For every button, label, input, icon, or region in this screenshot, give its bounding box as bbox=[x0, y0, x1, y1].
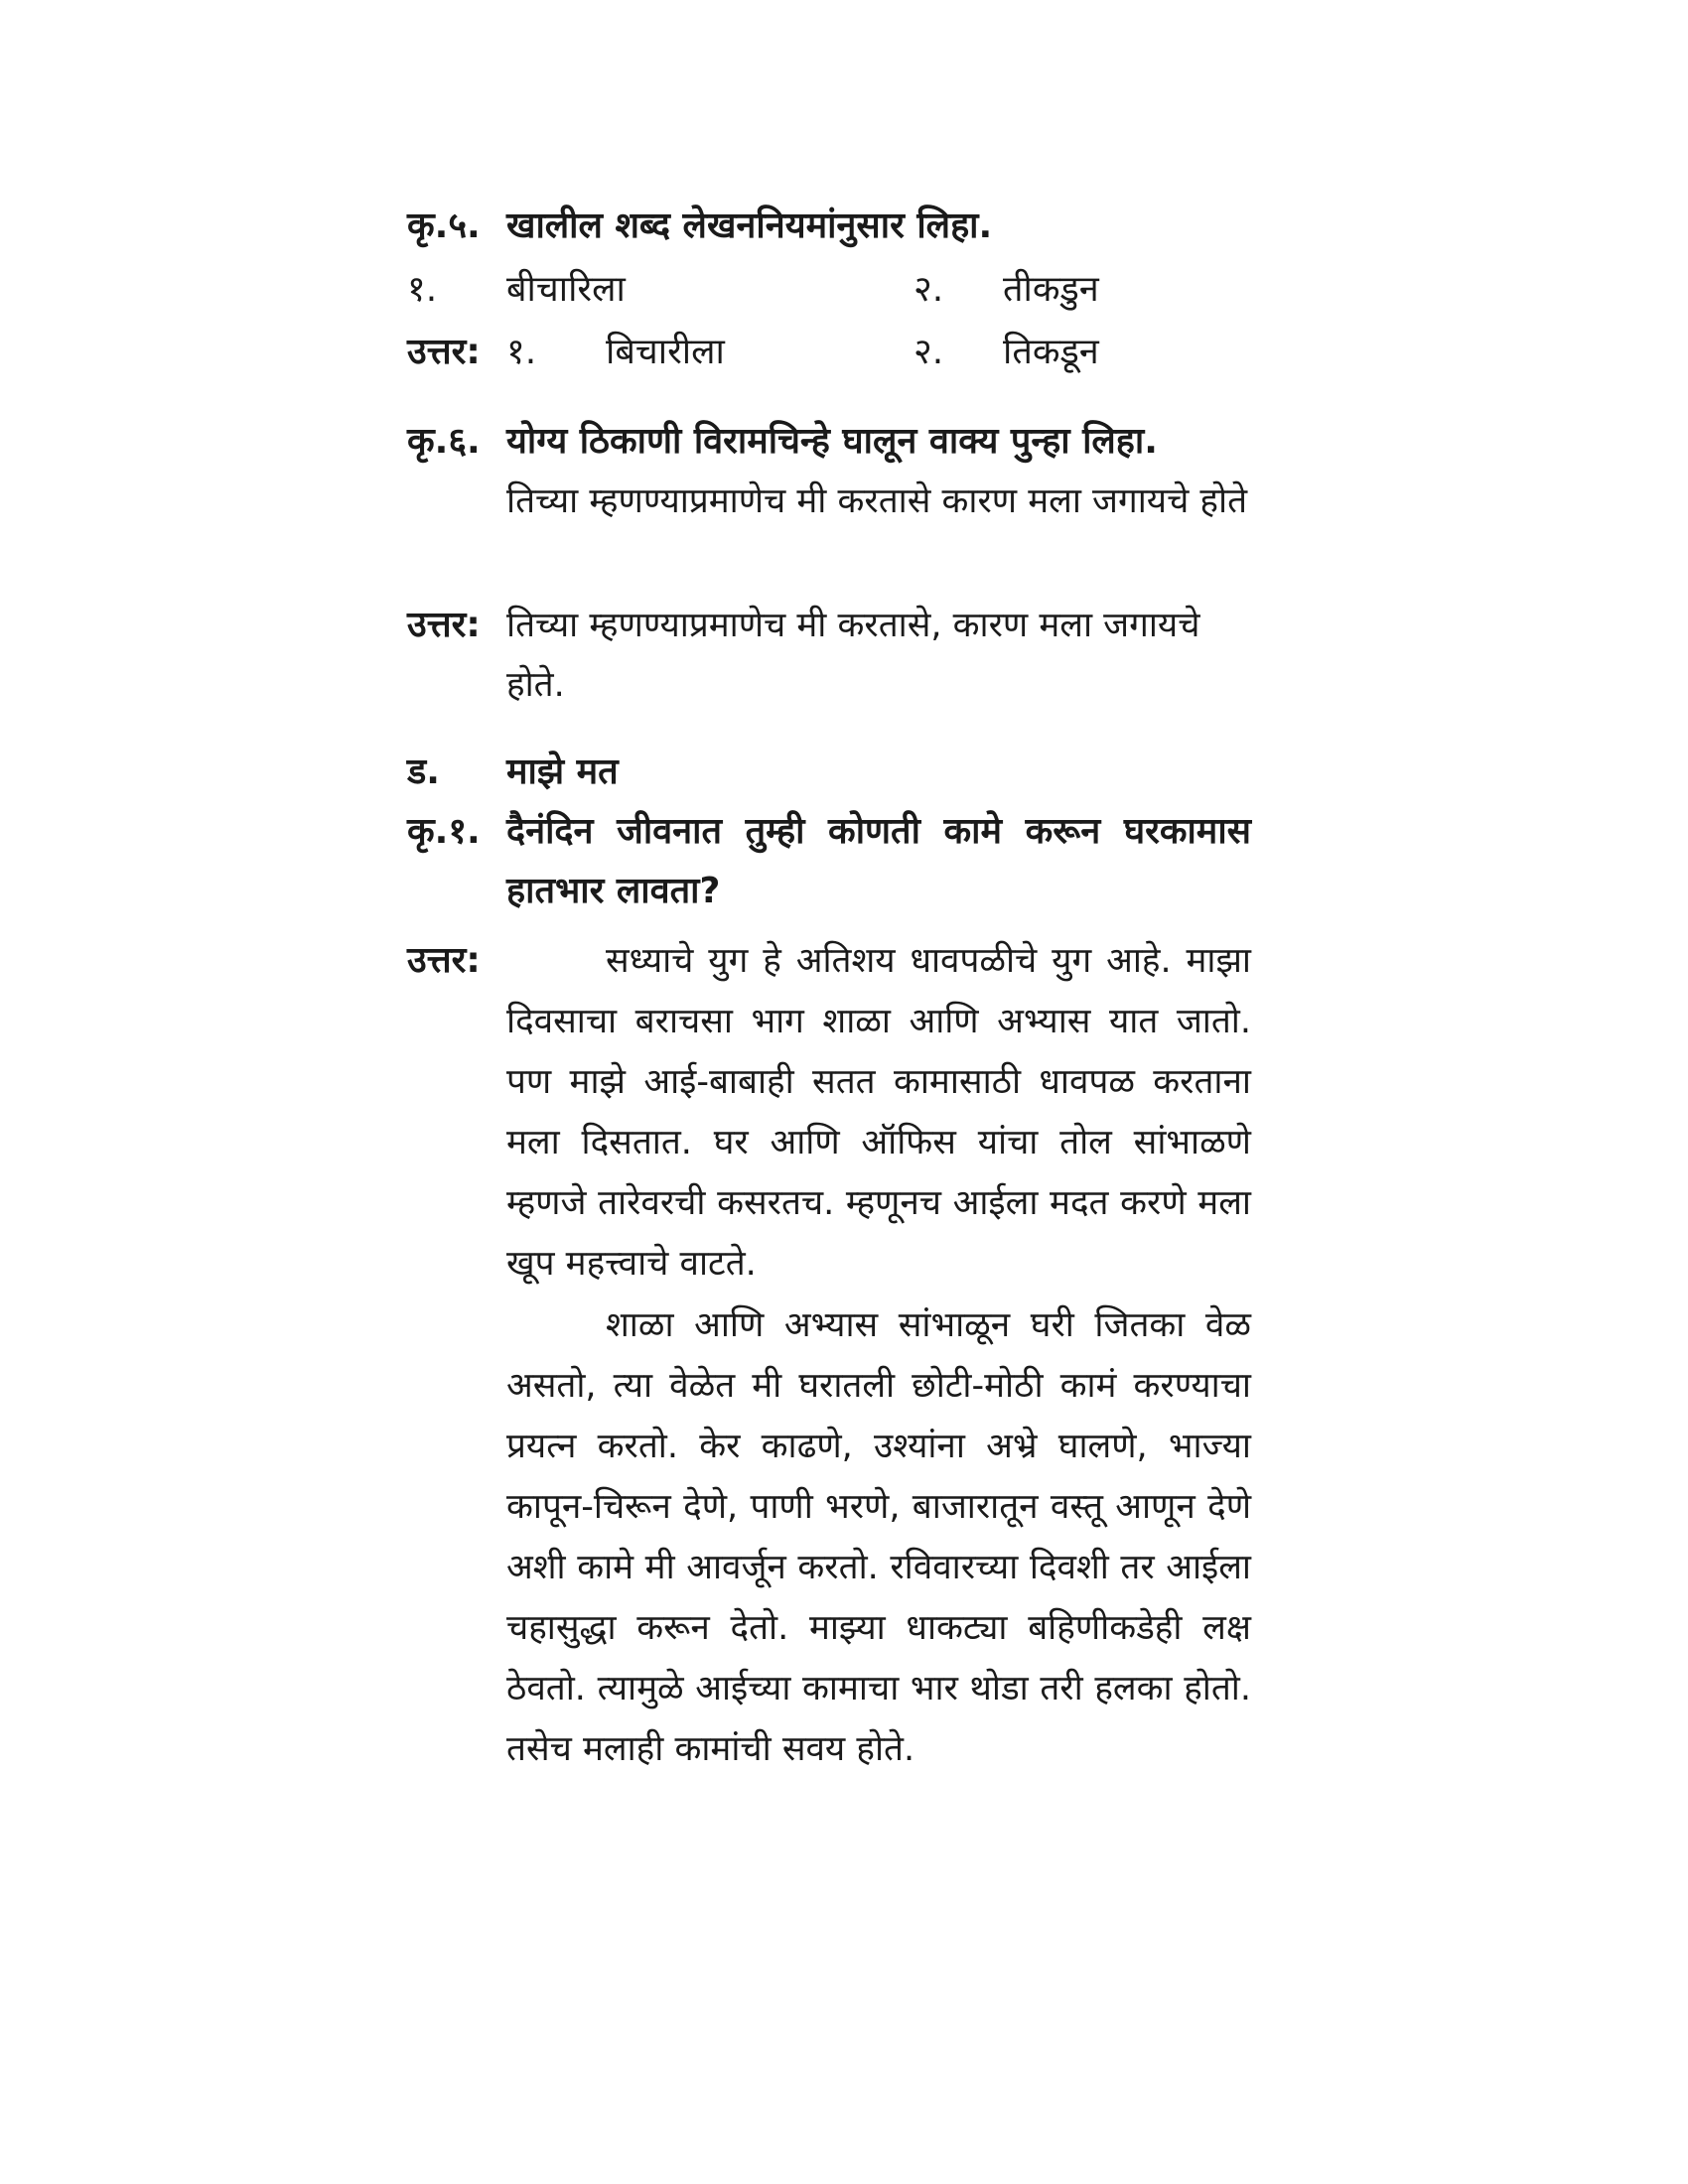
q5-answer-2-word: तिकडून bbox=[1003, 332, 1099, 372]
q1-answer-paragraph-1: सध्याचे युग हे अतिशय धावपळीचे युग आहे. माझा दिवसाचा बराचसा भाग शाळा आणि अभ्यास यात जातो. पण माझे आई-बाबाही सतत कामासाठी धावपळ करताना मला दिसतात. घर आणि ऑफिस यांचा तोल सांभाळणे म्हणजे तारेवरची कसरतच. म्हणूनच आईला मदत करणे मला खूप महत्त्वाचे वाटते. bbox=[506, 941, 1251, 1284]
q5-item-2-num: २. bbox=[914, 269, 944, 310]
q5-answer-1-num: १. bbox=[506, 332, 537, 372]
section-d-title: माझे मत bbox=[506, 751, 619, 792]
q5-answer-1-word: बिचारीला bbox=[606, 332, 725, 372]
q1-answer-paragraph-2: शाळा आणि अभ्यास सांभाळून घरी जितका वेळ असतो, त्या वेळेत मी घरातली छोटी-मोठी कामं करण्याचा प्रयत्न करतो. केर काढणे, उश्यांना अभ्रे घालणे, भाज्या कापून-चिरून देणे, पाणी भरणे, बाजारातून वस्तू आणून देणे अशी कामे मी आवर्जून करतो. रविवारच्या दिवशी तर आईला चहासुद्धा करून देतो. माझ्या धाकट्या बहिणीकडेही लक्ष ठेवतो. त्यामुळे आईच्या कामाचा भार थोडा तरी हलका होतो. तसेच मलाही कामांची सवय होते. bbox=[506, 1305, 1251, 1769]
q6-question: योग्य ठिकाणी विरामचिन्हे घालून वाक्य पुन्हा लिहा. bbox=[506, 421, 1158, 462]
q6-sentence: तिच्या म्हणण्याप्रमाणेच मी करतासे कारण मला जगायचे होते bbox=[506, 481, 1248, 521]
q5-answer-label: उत्तर: bbox=[407, 332, 481, 372]
q6-answer-label: उत्तर: bbox=[407, 605, 481, 645]
q5-item-1-num: १. bbox=[407, 269, 438, 310]
q5-item-1-word: बीचारिला bbox=[506, 269, 626, 310]
q6-label: कृ.६. bbox=[407, 421, 481, 462]
q1-answer-label: उत्तर: bbox=[407, 940, 481, 981]
q5-item-2-word: तीकडुन bbox=[1003, 269, 1099, 310]
q1-label: कृ.१. bbox=[407, 811, 481, 852]
q1-question: दैनंदिन जीवनात तुम्ही कोणती कामे करून घरकामास हातभार लावता? bbox=[506, 811, 1251, 911]
q5-answer-2-num: २. bbox=[914, 332, 944, 372]
q6-answer: तिच्या म्हणण्याप्रमाणेच मी करतासे, कारण मला जगायचे होते. bbox=[506, 606, 1200, 705]
q5-label: कृ.५. bbox=[407, 205, 481, 246]
q5-question: खालील शब्द लेखननियमांनुसार लिहा. bbox=[506, 205, 993, 246]
section-d-label: ड. bbox=[407, 751, 440, 792]
